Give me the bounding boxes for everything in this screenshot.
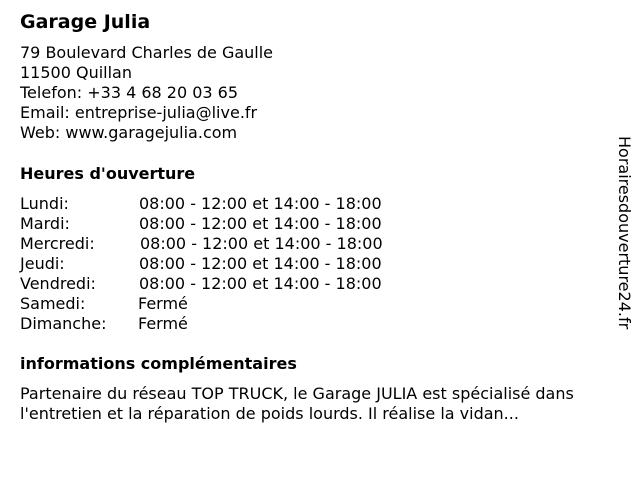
day-label: Mardi:: [20, 214, 70, 233]
opening-hours-heading: Heures d'ouverture: [20, 164, 196, 183]
day-label: Samedi:: [20, 294, 86, 313]
day-hours: Fermé: [138, 294, 188, 313]
business-name: Garage Julia: [20, 11, 151, 33]
hours-row-thursday: [20, 254, 440, 274]
day-label: Vendredi:: [20, 274, 96, 293]
opening-hours-table: [20, 194, 440, 334]
hours-row-tuesday: [20, 214, 440, 234]
day-label: Mercredi:: [20, 234, 95, 253]
hours-row-monday: [20, 194, 440, 214]
site-watermark: Horairesdouverture24.fr: [615, 136, 634, 330]
website-address: Web: www.garagejulia.com: [20, 123, 238, 142]
contact-block: [20, 43, 273, 143]
hours-row-friday: [20, 274, 440, 294]
day-hours: 08:00 - 12:00 et 14:00 - 18:00: [139, 274, 382, 293]
day-hours: 08:00 - 12:00 et 14:00 - 18:00: [140, 234, 383, 253]
phone-number: Telefon: +33 4 68 20 03 65: [20, 83, 239, 102]
day-hours: Fermé: [138, 314, 188, 333]
day-label: Dimanche:: [20, 314, 107, 333]
street-address: 79 Boulevard Charles de Gaulle: [20, 43, 274, 62]
additional-info-heading: informations complémentaires: [20, 354, 297, 373]
day-label: Lundi:: [20, 194, 69, 213]
hours-row-saturday: [20, 294, 440, 314]
hours-row-wednesday: [20, 234, 440, 254]
city-postal-code: 11500 Quillan: [20, 63, 132, 82]
day-label: Jeudi:: [20, 254, 65, 273]
email-address: Email: entreprise-julia@live.fr: [20, 103, 258, 122]
day-hours: 08:00 - 12:00 et 14:00 - 18:00: [139, 194, 382, 213]
day-hours: 08:00 - 12:00 et 14:00 - 18:00: [139, 254, 382, 273]
hours-row-sunday: [20, 314, 440, 334]
day-hours: 08:00 - 12:00 et 14:00 - 18:00: [139, 214, 382, 233]
business-description: Partenaire du réseau TOP TRUCK, le Garage JULIA est spécialisé dans l'entretien et la réparation de poids lourds. Il réalise la vidan...: [20, 384, 574, 423]
